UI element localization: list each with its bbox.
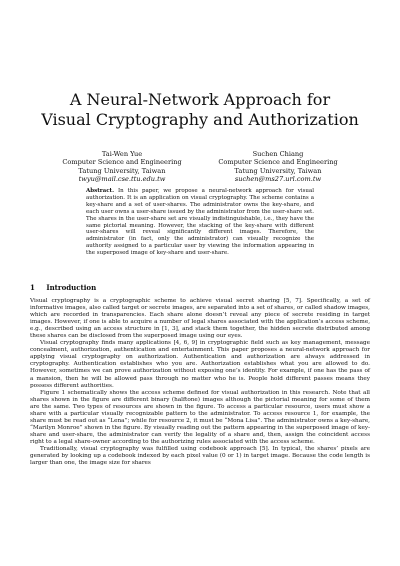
paragraph: Traditionally, visual cryptography was fulfilled using codebook approach [5]. In typical, the shares’ pixels are generated by looking up a codebook indexed by each pixel value (0 or 1) in target image. Because the code length is larger than one, the image size for shares bbox=[30, 445, 370, 467]
author-university: Tatung University, Taiwan bbox=[234, 166, 322, 175]
author-2 bbox=[193, 150, 363, 183]
abstract-text: In this paper, we propose a neural-network approach for visual authorization. It is an application on visual cryptography. The scheme contains a key-share and a set of user-shares. The administrator owns the key-share, and each user owns a user-share issued by the administrator from the user-share set. The shares in the user-share set are visually indistinguishable, i.e., they have the same pictorial meaning. However, the stacking of the key-share with different user-shares will reveal significantly different images. Therefore, the administrator (in fact, only the administrator) can visually recognize the authority assigned to a particular user by viewing the information appearing in the superposed image of key-share and user-share. bbox=[86, 188, 315, 257]
section-title: Introduction bbox=[46, 283, 97, 292]
abstract-label: Abstract. bbox=[86, 188, 115, 194]
paper-title bbox=[40, 90, 360, 130]
author-1 bbox=[37, 150, 207, 183]
title-line-2: Visual Cryptography and Authorization bbox=[41, 110, 359, 129]
author-email: twyu@mail.cse.ttu.edu.tw bbox=[78, 174, 166, 183]
paragraph: Visual cryptography finds many applications [4, 6, 9] in cryptographic field such as key management, message concealment, authorization, authentication and entertainment. This paper proposes a neural-network approach for applying visual cryptography on authorization. Authentication and authorization are always addressed in cryptography. Authentication establishes who you are. Authorization establishes what you are allowed to do. However, sometimes we can prove authorization without exposing one’s identity. For example, if one has the pass of a mansion, then he will be allowed pass through no matter who he is. People hold different passes means they possess different authorities. bbox=[30, 340, 370, 389]
paragraph: Visual cryptography is a cryptographic scheme to achieve visual secret sharing [5, 7]. Specifically, a set of informative images, also called target or secrete images, are separated into a set of shares, or called shadow images, which are recorded in transparencies. Each share alone doesn’t reveal any piece of secrete residing in target images. However, if one is able to acquire a number of legal shares associated with the application’s access scheme, e.g., described using an access structure in [1, 3], and stack them together, the hidden secrete distributed among these shares can be disclosed from the superposed image using our eyes. bbox=[30, 298, 370, 340]
author-department: Computer Science and Engineering bbox=[62, 158, 182, 167]
abstract bbox=[86, 188, 314, 257]
title-line-1: A Neural-Network Approach for bbox=[69, 90, 331, 109]
paragraph: Figure 1 schematically shows the access scheme defined for visual authorization in this research. Note that all shares shown in the figure are different binary (halftone) images although the pictorial meaning for some of them are the same. Two types of resources are shown in the figure. To access a particular resource, users must show a share with a particular visually recognizable pattern to the administrator. To access resource 1, for example, the share must be read out as “Lena”; while for resource 2, it must be “Mona Lisa”. The administrator owns a key-share, “Marilyn Monroe” shown in the figure. By visually reading out the pattern appearing in the superposed image of key-share and user-share, the administrator can verify the legality of a share and, then, assign the coincident access right to a legal share-owner according to the authorizing rules associated with the access scheme. bbox=[30, 389, 370, 445]
author-department: Computer Science and Engineering bbox=[218, 158, 338, 167]
section-number: 1 bbox=[30, 283, 35, 292]
author-university: Tatung University, Taiwan bbox=[78, 166, 166, 175]
author-name: Tai-Wen Yue bbox=[101, 150, 143, 158]
section-heading bbox=[30, 283, 96, 292]
introduction-body bbox=[30, 298, 370, 467]
author-email: suchen@ms27.url.com.tw bbox=[234, 174, 322, 183]
author-name: Suchen Chiang bbox=[252, 150, 304, 158]
